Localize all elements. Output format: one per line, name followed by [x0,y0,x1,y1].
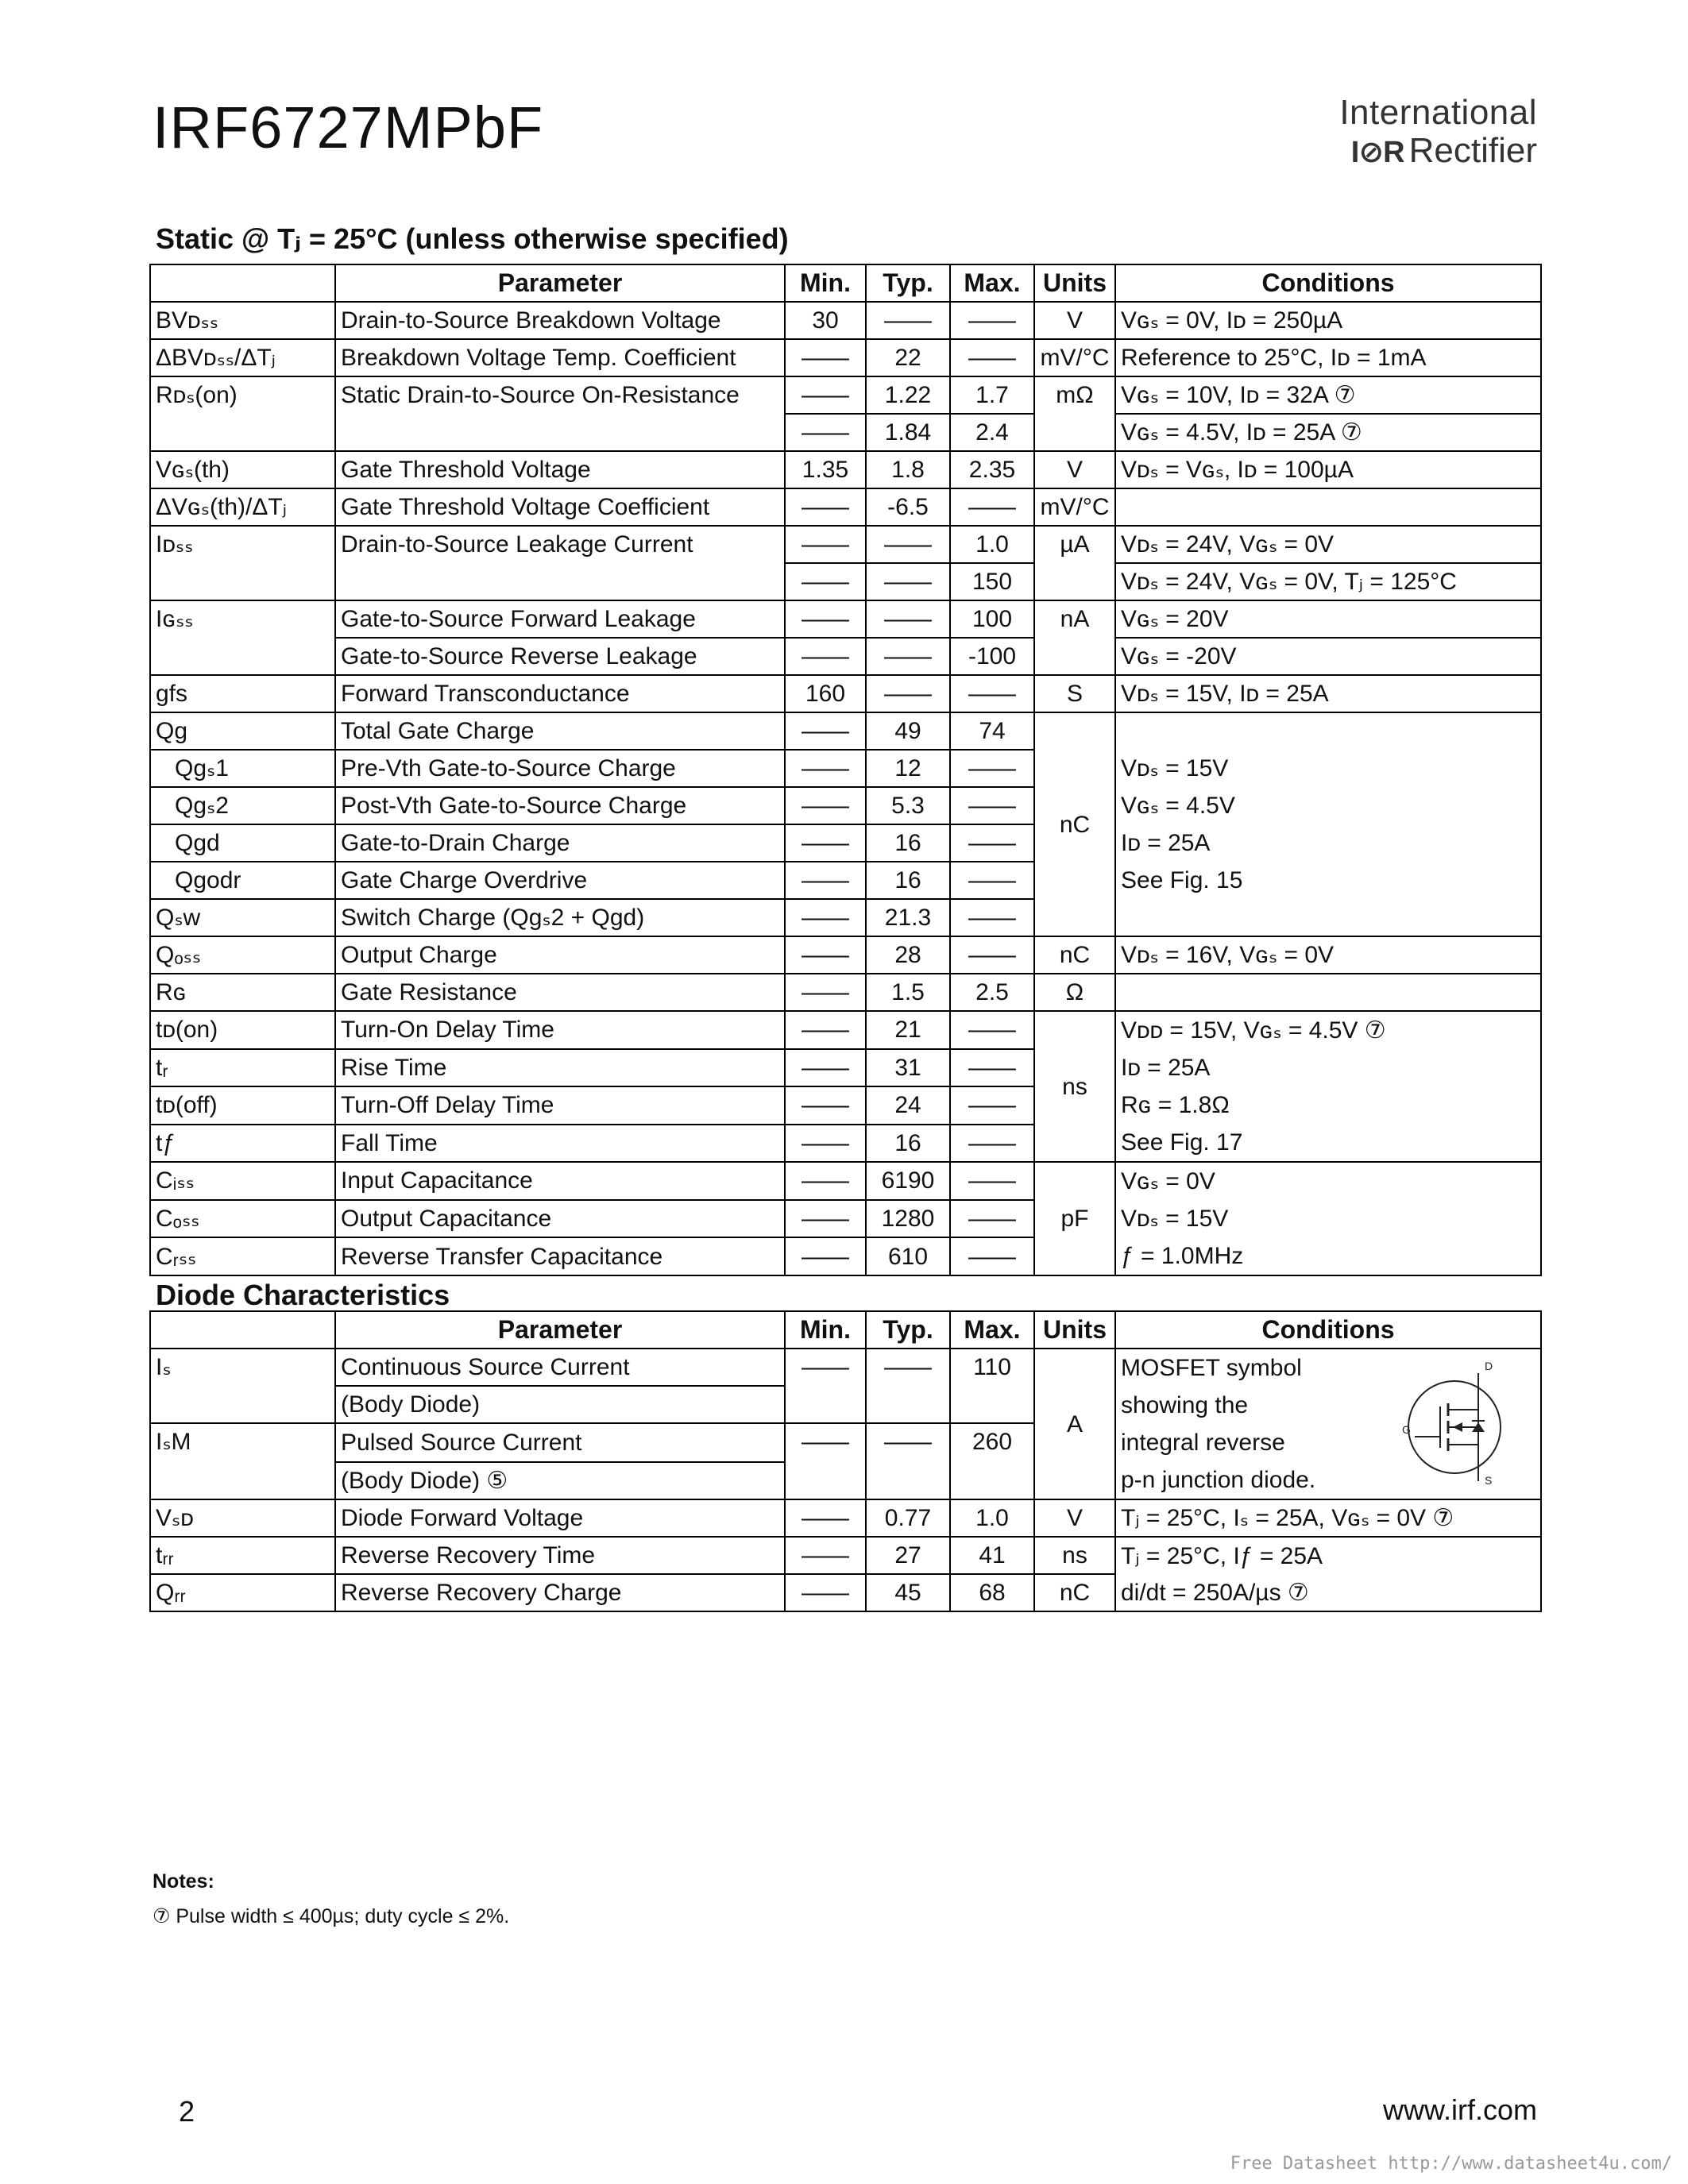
max-cell: —— [950,1086,1034,1125]
parameter-cell: Static Drain-to-Source On-Resistance [335,376,785,451]
symbol-cell: tᵣᵣ [150,1537,335,1574]
min-cell: —— [785,1200,866,1238]
table-row [150,1011,1541,1049]
parameter-cell: Total Gate Charge [335,712,785,750]
units-cell: mV/°C [1034,339,1115,376]
symbol-cell: Qɡ [150,712,335,750]
table-row [150,1349,1541,1386]
max-cell: 2.35 [950,451,1034,488]
units-cell: V [1034,302,1115,339]
symbol-cell: Qɡₛ1 [150,750,335,787]
min-cell: —— [785,1499,866,1537]
table-row [150,712,1541,750]
parameter-cell: Output Charge [335,936,785,974]
symbol-cell: BVᴅₛₛ [150,302,335,339]
min-cell: —— [785,414,866,451]
symbol-cell: Iₛ [150,1349,335,1423]
typ-cell: 1.84 [866,414,950,451]
conditions-cell: Vɢₛ = 0V, Iᴅ = 250µA [1115,302,1541,339]
parameter-cell: Breakdown Voltage Temp. Coefficient [335,339,785,376]
max-cell: —— [950,787,1034,824]
min-cell: —— [785,526,866,563]
table-header-row [150,1311,1541,1349]
min-cell: —— [785,1349,866,1423]
min-cell: —— [785,638,866,675]
table-row [150,675,1541,712]
conditions-cell: Vᴅₛ = 24V, Vɢₛ = 0V [1115,526,1541,563]
min-cell: —— [785,1086,866,1125]
note-item: ⑦ Pulse width ≤ 400µs; duty cycle ≤ 2%. [153,1905,510,1927]
max-cell: —— [950,936,1034,974]
conditions-cell: Vᴅₛ = Vɢₛ, Iᴅ = 100µA [1115,451,1541,488]
units-cell: V [1034,1499,1115,1537]
header-symbol [150,264,335,302]
parameter-cell: Gate-to-Source Forward Leakage [335,600,785,638]
condition-line: showing the [1121,1392,1249,1418]
symbol-cell: Vₛᴅ [150,1499,335,1537]
watermark-text: Free Datasheet http://www.datasheet4u.com/ [1230,2154,1672,2174]
symbol-cell: tᴅ(off) [150,1086,335,1125]
min-cell: —— [785,488,866,526]
typ-cell: —— [866,302,950,339]
symbol-cell: Iᴅₛₛ [150,526,335,600]
notes-title: Notes: [153,1870,214,1893]
symbol-cell: tᴅ(on) [150,1011,335,1049]
symbol-cell: ΔBVᴅₛₛ/ΔTⱼ [150,339,335,376]
max-cell: —— [950,1162,1034,1200]
parameter-cell: Drain-to-Source Breakdown Voltage [335,302,785,339]
min-cell: —— [785,1237,866,1275]
symbol-cell: Rᴅₛ(on) [150,376,335,451]
symbol-cell: Cᵢₛₛ [150,1162,335,1200]
condition-line: Rɢ = 1.8Ω [1121,1092,1230,1118]
conditions-cell [1115,1349,1541,1499]
symbol-cell: Qɡₛ2 [150,787,335,824]
symbol-cell: Rɢ [150,974,335,1011]
ir-logo-icon: I⊘R [1350,136,1404,169]
conditions-cell: Vᴅₛ = 24V, Vɢₛ = 0V, Tⱼ = 125°C [1115,563,1541,600]
conditions-cell: Reference to 25°C, Iᴅ = 1mA [1115,339,1541,376]
table-row [150,1499,1541,1537]
brand-name-line1: International [1339,93,1537,132]
condition-line: Vɢₛ = 0V [1121,1168,1215,1194]
parameter-cell: Turn-On Delay Time [335,1011,785,1049]
condition-line: Iᴅ = 25A [1121,1055,1211,1081]
table-row [150,302,1541,339]
min-cell: —— [785,1049,866,1087]
table-row [150,339,1541,376]
mosfet-symbol-icon [1391,1357,1526,1492]
condition-line: Vᴅᴅ = 15V, Vɢₛ = 4.5V ⑦ [1121,1017,1386,1044]
table-row [150,936,1541,974]
symbol-cell: Cₒₛₛ [150,1200,335,1238]
table-row [150,1537,1541,1574]
min-cell: —— [785,712,866,750]
condition-line: See Fig. 15 [1121,867,1243,893]
typ-cell: 5.3 [866,787,950,824]
parameter-cell: Gate-to-Drain Charge [335,824,785,862]
condition-line: MOSFET symbol [1121,1355,1302,1381]
min-cell: 160 [785,675,866,712]
typ-cell: 45 [866,1574,950,1611]
symbol-cell: Cᵣₛₛ [150,1237,335,1275]
typ-cell: 1.22 [866,376,950,414]
min-cell: —— [785,787,866,824]
conditions-cell: Vɢₛ = -20V [1115,638,1541,675]
page-number: 2 [179,2095,195,2128]
symbol-cell: Vɢₛ(th) [150,451,335,488]
part-number: IRF6727MPbF [153,95,544,160]
max-cell: 1.7 [950,376,1034,414]
min-cell: —— [785,862,866,899]
condition-line: Vᴅₛ = 15V [1121,755,1229,781]
typ-cell: 16 [866,824,950,862]
header-conditions: Conditions [1115,264,1541,302]
max-cell: 100 [950,600,1034,638]
parameter-cell: Reverse Transfer Capacitance [335,1237,785,1275]
conditions-cell [1115,1011,1541,1162]
max-cell: —— [950,488,1034,526]
table-row [150,638,1541,675]
symbol-cell: IₛM [150,1423,335,1499]
units-cell: A [1034,1349,1115,1499]
max-cell: 150 [950,563,1034,600]
max-cell: —— [950,1049,1034,1087]
units-cell: µA [1034,526,1115,600]
max-cell: -100 [950,638,1034,675]
parameter-cell: Pre-Vth Gate-to-Source Charge [335,750,785,787]
header-units: Units [1034,264,1115,302]
typ-cell: 21.3 [866,899,950,936]
conditions-cell: Vᴅₛ = 15V, Iᴅ = 25A [1115,675,1541,712]
units-cell: mV/°C [1034,488,1115,526]
typ-cell: 0.77 [866,1499,950,1537]
parameter-cell: Gate Threshold Voltage Coefficient [335,488,785,526]
symbol-cell: tᵣ [150,1049,335,1087]
units-cell: nA [1034,600,1115,675]
typ-cell: 49 [866,712,950,750]
min-cell: 1.35 [785,451,866,488]
condition-line: Iᴅ = 25A [1121,830,1211,856]
parameter-cell: Fall Time [335,1125,785,1163]
conditions-cell: Tⱼ = 25°C, Iƒ = 25A [1115,1537,1541,1574]
typ-cell: 21 [866,1011,950,1049]
table-row [150,1574,1541,1611]
symbol-cell: ΔVɢₛ(th)/ΔTⱼ [150,488,335,526]
max-cell: —— [950,862,1034,899]
units-cell: pF [1034,1162,1115,1275]
max-cell: 110 [950,1349,1034,1423]
parameter-cell: Rise Time [335,1049,785,1087]
parameter-cell: Gate-to-Source Reverse Leakage [335,638,785,675]
conditions-cell [1115,488,1541,526]
symbol-cell: Qₛw [150,899,335,936]
units-cell: ns [1034,1537,1115,1574]
max-cell: —— [950,899,1034,936]
header-min: Min. [785,264,866,302]
static-section-title: Static @ Tⱼ = 25°C (unless otherwise specified) [156,222,789,255]
parameter-cell: Forward Transconductance [335,675,785,712]
conditions-cell: Tⱼ = 25°C, Iₛ = 25A, Vɢₛ = 0V ⑦ [1115,1499,1541,1537]
header-units: Units [1034,1311,1115,1349]
table-row [150,1162,1541,1200]
table-row [150,488,1541,526]
static-characteristics-table [149,264,1542,1276]
typ-cell: —— [866,600,950,638]
table-row [150,600,1541,638]
max-cell: —— [950,1237,1034,1275]
symbol-cell: Qᵣᵣ [150,1574,335,1611]
max-cell: 1.0 [950,1499,1034,1537]
table-row [150,451,1541,488]
typ-cell: 6190 [866,1162,950,1200]
conditions-cell: Vɢₛ = 20V [1115,600,1541,638]
symbol-cell: Qₒₛₛ [150,936,335,974]
typ-cell: —— [866,526,950,563]
typ-cell: -6.5 [866,488,950,526]
max-cell: —— [950,675,1034,712]
brand-logo [1339,94,1537,172]
min-cell: —— [785,936,866,974]
max-cell: —— [950,302,1034,339]
max-cell: —— [950,1125,1034,1163]
header-symbol [150,1311,335,1349]
parameter-cell: Gate Threshold Voltage [335,451,785,488]
table-row [150,376,1541,414]
min-cell: —— [785,1011,866,1049]
symbol-cell: tƒ [150,1125,335,1163]
typ-cell: 22 [866,339,950,376]
max-cell: 260 [950,1423,1034,1499]
parameter-cell: Diode Forward Voltage [335,1499,785,1537]
parameter-cell: (Body Diode) ⑤ [335,1462,785,1499]
units-cell: nC [1034,712,1115,936]
conditions-cell [1115,712,1541,936]
footer-url-link[interactable]: www.irf.com [1382,2093,1537,2126]
min-cell: 30 [785,302,866,339]
max-cell: —— [950,1200,1034,1238]
table-header-row [150,264,1541,302]
min-cell: —— [785,600,866,638]
min-cell: —— [785,376,866,414]
min-cell: —— [785,824,866,862]
notes-section [153,1870,509,1928]
units-cell: nC [1034,1574,1115,1611]
parameter-cell: Reverse Recovery Time [335,1537,785,1574]
min-cell: —— [785,974,866,1011]
parameter-cell: Pulsed Source Current [335,1423,785,1462]
symbol-cell: Qɡd [150,824,335,862]
typ-cell: 16 [866,862,950,899]
condition-line: ƒ = 1.0MHz [1121,1243,1244,1269]
typ-cell: 1280 [866,1200,950,1238]
header-min: Min. [785,1311,866,1349]
min-cell: —— [785,1162,866,1200]
conditions-cell: Vᴅₛ = 16V, Vɢₛ = 0V [1115,936,1541,974]
condition-line: Vɢₛ = 4.5V [1121,793,1235,819]
typ-cell: —— [866,675,950,712]
header-typ: Typ. [866,264,950,302]
max-cell: 74 [950,712,1034,750]
parameter-cell: Drain-to-Source Leakage Current [335,526,785,600]
conditions-cell [1115,1162,1541,1275]
typ-cell: 12 [866,750,950,787]
typ-cell: 1.5 [866,974,950,1011]
condition-line: See Fig. 17 [1121,1129,1243,1156]
parameter-cell: (Body Diode) [335,1386,785,1423]
diode-section-title: Diode Characteristics [156,1279,450,1311]
min-cell: —— [785,339,866,376]
max-cell: 68 [950,1574,1034,1611]
brand-name-line2: Rectifier [1408,131,1537,170]
typ-cell: —— [866,1423,950,1499]
conditions-cell [1115,974,1541,1011]
max-cell: —— [950,750,1034,787]
min-cell: —— [785,1574,866,1611]
header-parameter: Parameter [335,264,785,302]
conditions-cell: Vɢₛ = 4.5V, Iᴅ = 25A ⑦ [1115,414,1541,451]
typ-cell: —— [866,638,950,675]
max-cell: —— [950,339,1034,376]
parameter-cell: Switch Charge (Qɡₛ2 + Qɡd) [335,899,785,936]
symbol-cell: Iɢₛₛ [150,600,335,675]
parameter-cell: Reverse Recovery Charge [335,1574,785,1611]
max-cell: 41 [950,1537,1034,1574]
parameter-cell: Output Capacitance [335,1200,785,1238]
parameter-cell: Continuous Source Current [335,1349,785,1386]
conditions-cell: Vɢₛ = 10V, Iᴅ = 32A ⑦ [1115,376,1541,414]
header-typ: Typ. [866,1311,950,1349]
typ-cell: —— [866,1349,950,1423]
header-parameter: Parameter [335,1311,785,1349]
header-max: Max. [950,264,1034,302]
typ-cell: 27 [866,1537,950,1574]
parameter-cell: Turn-Off Delay Time [335,1086,785,1125]
condition-line: p-n junction diode. [1121,1467,1316,1493]
table-row [150,526,1541,563]
diode-characteristics-table [149,1310,1542,1612]
header-max: Max. [950,1311,1034,1349]
typ-cell: 610 [866,1237,950,1275]
parameter-cell: Gate Resistance [335,974,785,1011]
max-cell: 2.5 [950,974,1034,1011]
min-cell: —— [785,1423,866,1499]
typ-cell: —— [866,563,950,600]
header-conditions: Conditions [1115,1311,1541,1349]
condition-line: Vᴅₛ = 15V [1121,1206,1229,1232]
symbol-cell: gfs [150,675,335,712]
conditions-cell: di/dt = 250A/µs ⑦ [1115,1574,1541,1611]
min-cell: —— [785,563,866,600]
units-cell: mΩ [1034,376,1115,451]
gate-label: G [1402,1423,1411,1436]
min-cell: —— [785,899,866,936]
units-cell: V [1034,451,1115,488]
units-cell: S [1034,675,1115,712]
typ-cell: 1.8 [866,451,950,488]
min-cell: —— [785,750,866,787]
max-cell: 2.4 [950,414,1034,451]
units-cell: Ω [1034,974,1115,1011]
typ-cell: 16 [866,1125,950,1163]
typ-cell: 24 [866,1086,950,1125]
source-label: S [1485,1474,1493,1487]
max-cell: —— [950,824,1034,862]
parameter-cell: Post-Vth Gate-to-Source Charge [335,787,785,824]
symbol-cell: Qɡodr [150,862,335,899]
parameter-cell: Gate Charge Overdrive [335,862,785,899]
max-cell: 1.0 [950,526,1034,563]
drain-label: D [1485,1360,1493,1372]
typ-cell: 31 [866,1049,950,1087]
min-cell: —— [785,1125,866,1163]
units-cell: nC [1034,936,1115,974]
min-cell: —— [785,1537,866,1574]
condition-line: integral reverse [1121,1430,1285,1456]
table-row [150,974,1541,1011]
units-cell: ns [1034,1011,1115,1162]
typ-cell: 28 [866,936,950,974]
parameter-cell: Input Capacitance [335,1162,785,1200]
max-cell: —— [950,1011,1034,1049]
